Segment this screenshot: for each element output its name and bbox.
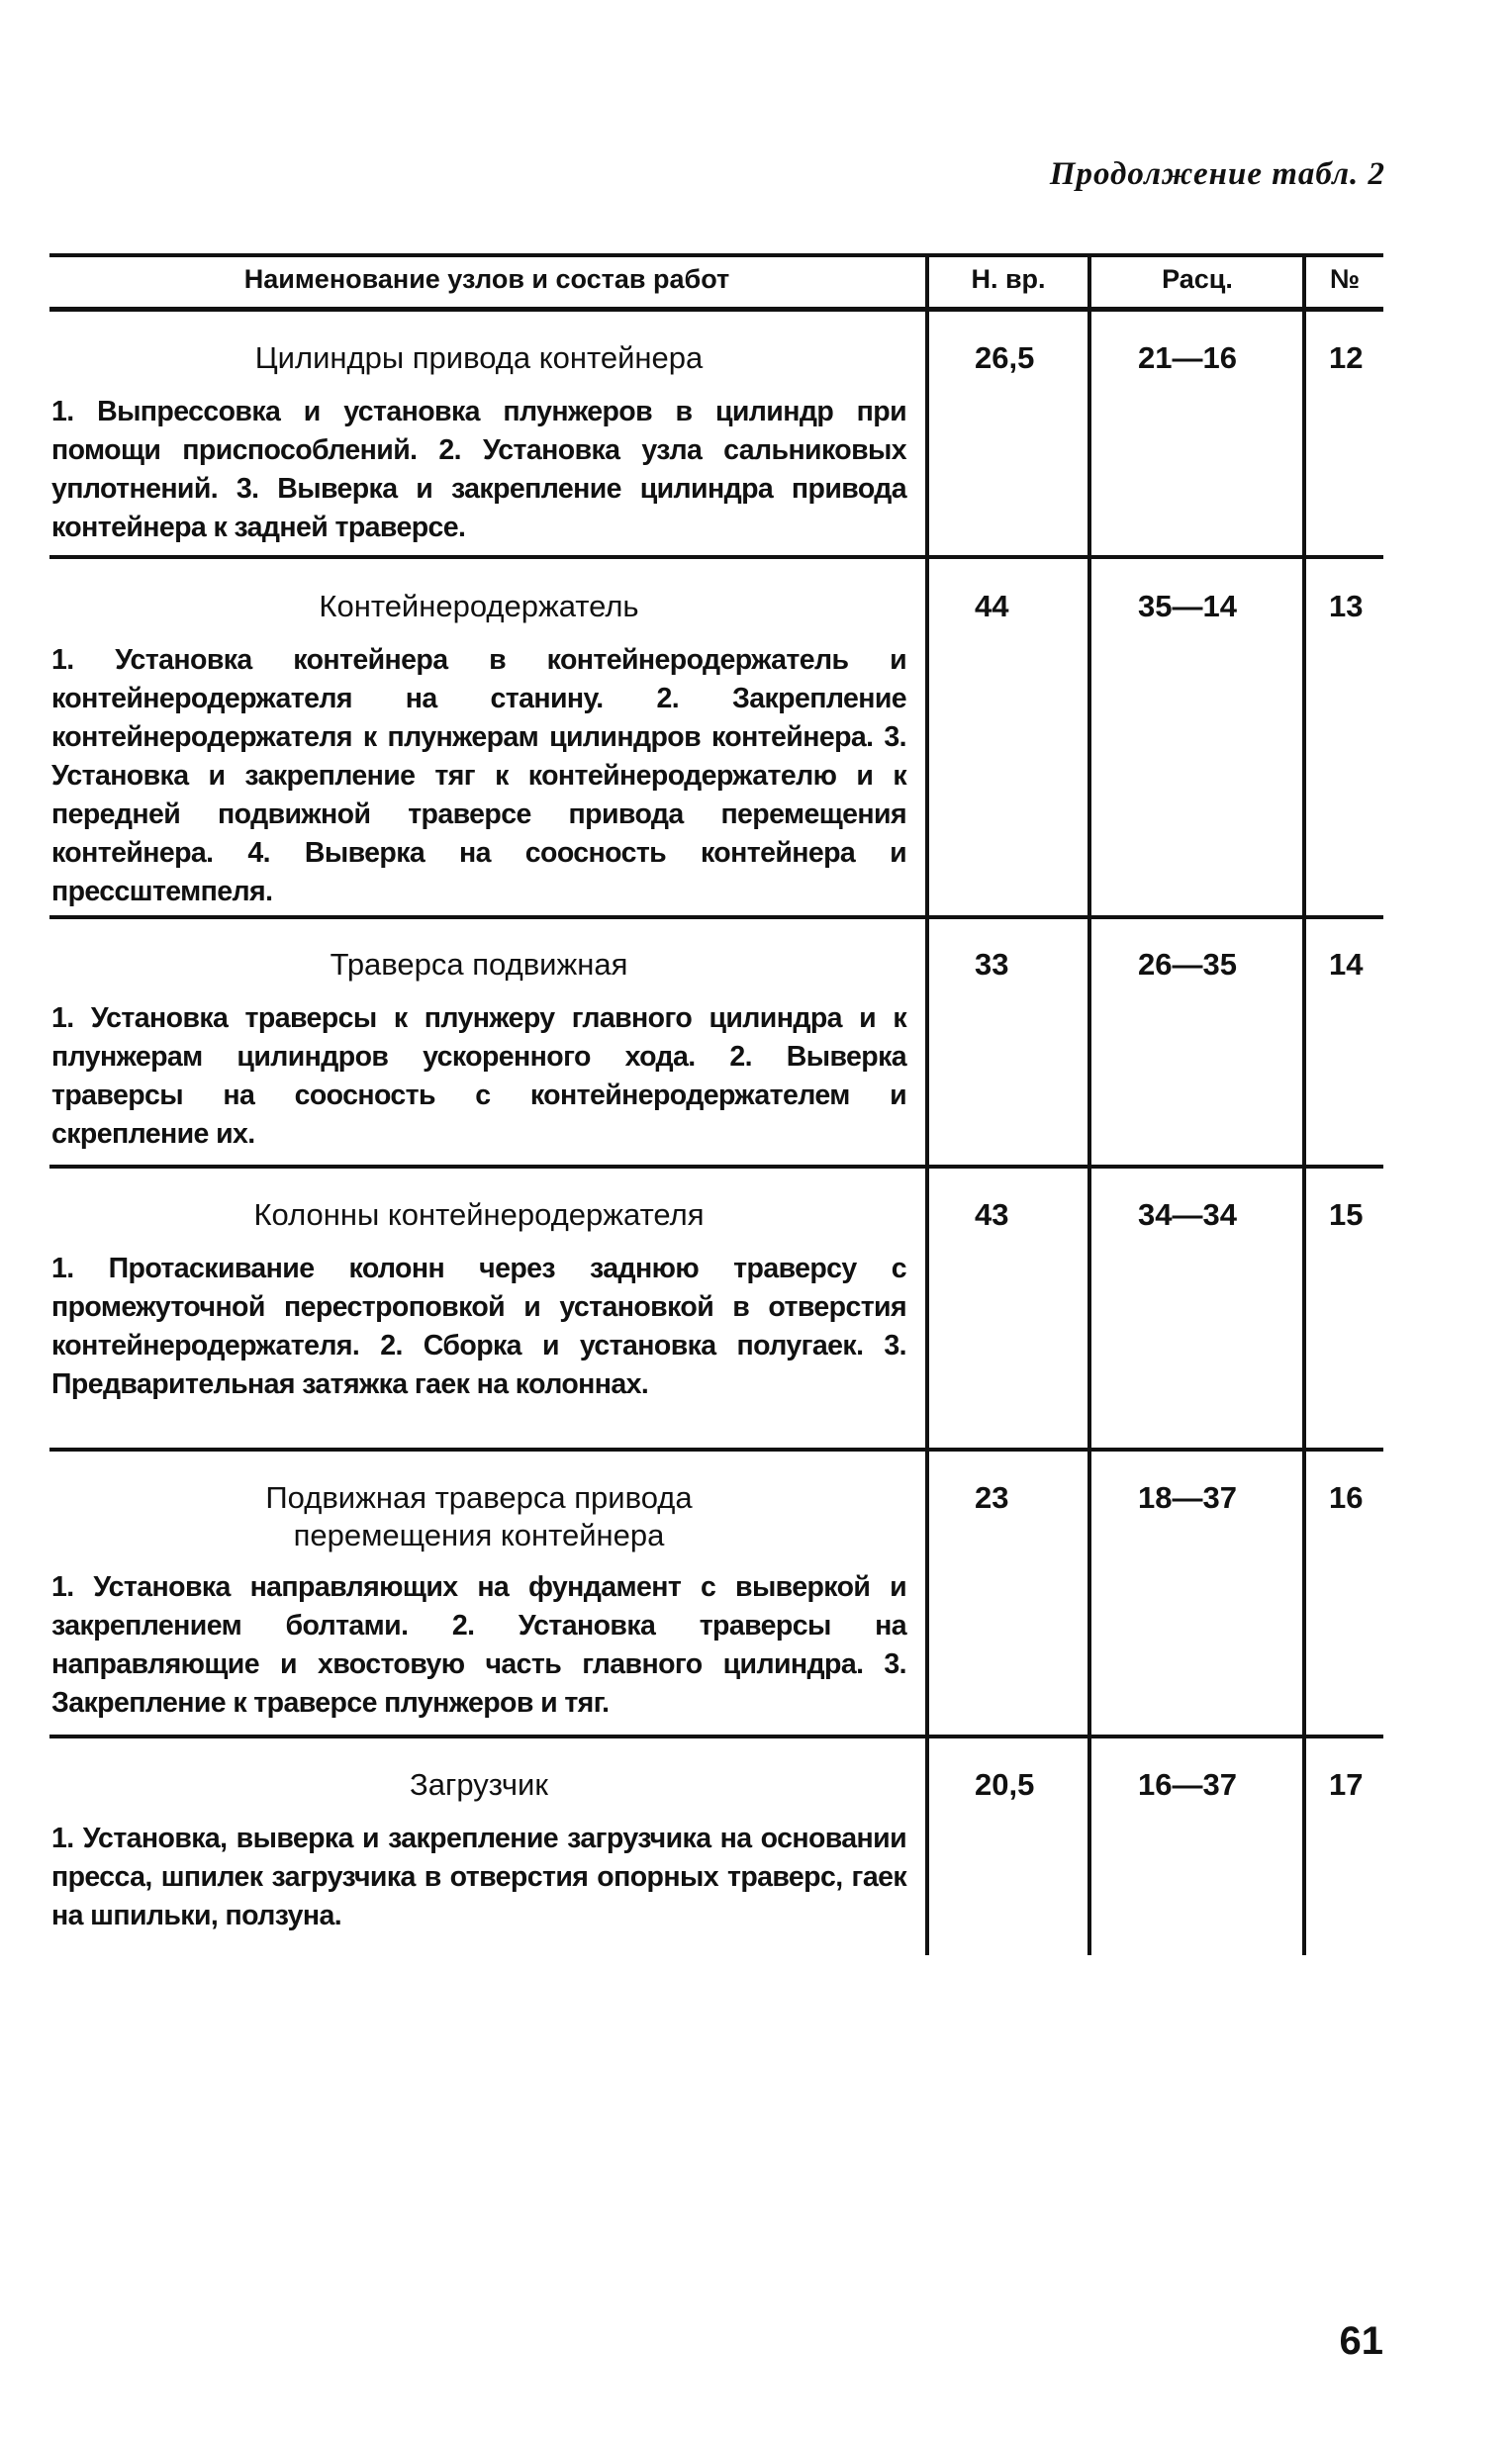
row-rate: 35—14 [1138, 589, 1237, 623]
row-separator [49, 1448, 1383, 1452]
table-top-rule [49, 253, 1383, 257]
row-separator [49, 915, 1383, 919]
row-separator [49, 555, 1383, 559]
row-hours: 44 [975, 589, 1009, 623]
row-rate: 16—37 [1138, 1767, 1237, 1802]
row-name: Контейнеродержатель [319, 589, 639, 623]
row-number: 16 [1329, 1480, 1364, 1515]
row-number: 15 [1329, 1197, 1364, 1232]
row-separator [49, 1735, 1383, 1738]
page-number: 61 [1339, 2319, 1383, 2363]
row-name: Подвижная траверса привода перемещения контейнера [265, 1480, 693, 1552]
row-hours: 26,5 [975, 340, 1035, 375]
row-name: Цилиндры привода контейнера [254, 340, 704, 375]
row-name: Траверса подвижная [330, 947, 628, 982]
header-name: Наименование узлов и состав работ [243, 264, 730, 294]
row-number: 17 [1329, 1767, 1364, 1802]
header-number: № [1329, 264, 1361, 294]
column-divider [1302, 253, 1306, 1955]
row-description: 1. Установка, выверка и закрепление загрузчика на основании пресса, шпилек загрузчика в отверстия опорных траверс, гаек на шпильки, ползуна. [51, 1823, 906, 1931]
column-divider [925, 253, 929, 1955]
row-rate: 18—37 [1138, 1480, 1237, 1515]
header-bottom-rule [49, 307, 1383, 312]
row-hours: 20,5 [975, 1767, 1035, 1802]
header-rate: Расц. [1162, 264, 1233, 294]
row-number: 14 [1329, 947, 1364, 982]
row-hours: 43 [975, 1197, 1009, 1232]
row-hours: 23 [975, 1480, 1009, 1515]
row-rate: 34—34 [1138, 1197, 1237, 1232]
row-name: Колонны контейнеродержателя [253, 1197, 705, 1232]
row-separator [49, 1165, 1383, 1169]
row-name: Загрузчик [410, 1767, 548, 1802]
row-description: 1. Протаскивание колонн через заднюю траверсу с промежуточной перестроповкой и установкой в отверстия контейнеродержателя. 2. Сборка и установка полугаек. 3. Предварительная затяжка гаек на колоннах. [51, 1253, 906, 1400]
column-divider [1087, 253, 1091, 1955]
row-description: 1. Установка контейнера в контейнеродержатель и контейнеродержателя на станину. 2. Закрепление контейнеродержателя к плунжерам цилиндров контейнера. 3. Установка и закрепление тяг к контейнеродержателю и к передней подвижной траверсе привода перемещения контейнера. 4. Выверка на соосность контейнера и прессштемпеля. [51, 644, 906, 907]
header-hours: Н. вр. [971, 264, 1046, 294]
row-rate: 21—16 [1138, 340, 1237, 375]
row-hours: 33 [975, 947, 1009, 982]
row-number: 12 [1329, 340, 1364, 375]
row-description: 1. Выпрессовка и установка плунжеров в цилиндр при помощи приспособлений. 2. Установка узла сальниковых уплотнений. 3. Выверка и закрепление цилиндра привода контейнера к задней траверсе. [51, 396, 906, 543]
row-description: 1. Установка направляющих на фундамент с выверкой и закреплением болтами. 2. Установка траверсы на направляющие и хвостовую часть главного цилиндра. 3. Закрепление к траверсе плунжеров и тяг. [51, 1571, 906, 1719]
table-caption: Продолжение табл. 2 [1049, 156, 1385, 192]
row-rate: 26—35 [1138, 947, 1237, 982]
row-number: 13 [1329, 589, 1364, 623]
row-description: 1. Установка траверсы к плунжеру главного цилиндра и к плунжерам цилиндров ускоренного хода. 2. Выверка траверсы на соосность с контейнеродержателем и скрепление их. [51, 1002, 906, 1150]
